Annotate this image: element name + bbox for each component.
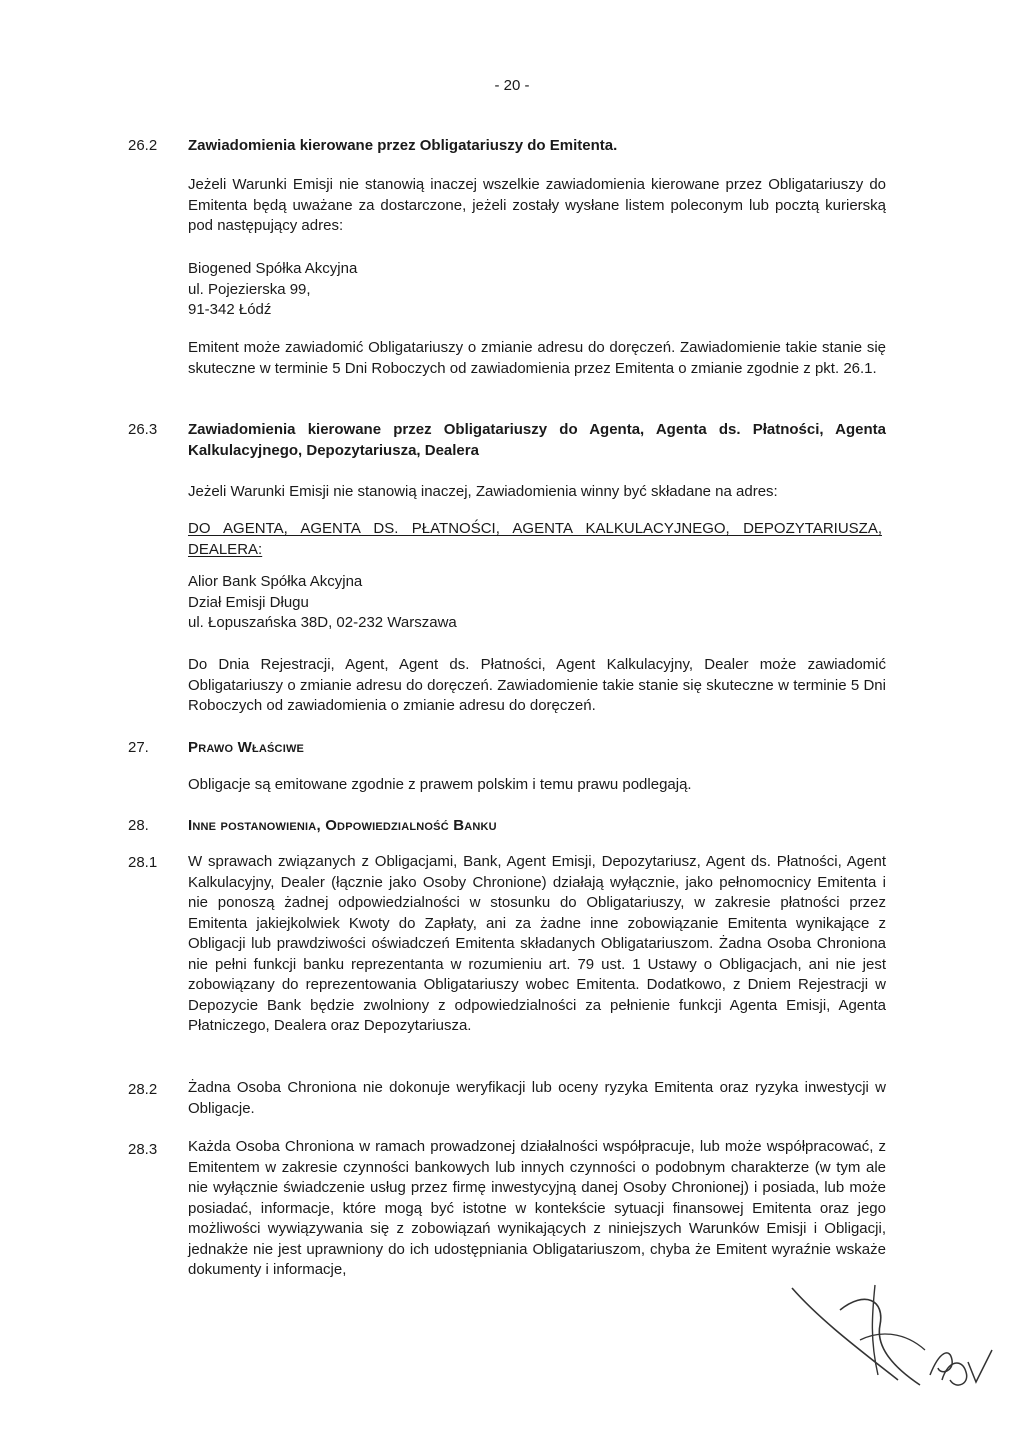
section-26-3-intro: Jeżeli Warunki Emisji nie stanowią inaczej, Zawiadomienia winny być składane na adres: <box>188 483 778 500</box>
page-number: - 20 - <box>494 77 530 94</box>
emitent-address <box>188 259 886 321</box>
section-number-28-1: 28.1 <box>128 854 158 871</box>
section-number-28-3: 28.3 <box>128 1141 158 1158</box>
address-line: Biogened Spółka Akcyjna <box>188 260 358 277</box>
section-number-26-3: 26.3 <box>128 421 158 438</box>
section-28-1-text: W sprawach związanych z Obligacjami, Bank, Agent Emisji, Depozytariusz, Agent ds. Płatności, Agent Kalkulacyjny, Dealer (łącznie jako Osoby Chronione) działają wyłącznie, jako pełnomocnicy Emitenta i nie ponoszą żadnej odpowiedzialności w stosunku do Obligatariuszy, w zakresie płatności przez Emitenta jakiejkolwiek Kwoty do Zapłaty, ani za żadne inne zobowiązanie Emitenta wynikające z Obligacji lub prawdziwości oświadczeń Emitenta składanych Obligatariuszom. Żadna Osoba Chroniona nie pełni funkcji banku reprezentanta w rozumieniu art. 79 ust. 1 Ustawy o Obligacjach, ani nie jest zobowiązany do reprezentowania Obligatariuszy wobec Emitenta. Dodatkowo, z Dniem Rejestracji w Depozycie Bank będzie zwolniony z odpowiedzialności za pełnienie funkcji Agenta Emisji, Agenta Płatniczego, Dealera oraz Depozytariusza. <box>188 853 886 1034</box>
address-line: Alior Bank Spółka Akcyjna <box>188 573 363 590</box>
section-number-27: 27. <box>128 739 149 756</box>
section-number-28-2: 28.2 <box>128 1081 158 1098</box>
recipient-heading: DO AGENTA, AGENTA DS. PŁATNOŚCI, AGENTA KALKULACYJNEGO, DEPOZYTARIUSZA, DEALERA: <box>188 520 882 558</box>
section-27-text: Obligacje są emitowane zgodnie z prawem polskim i temu prawu podlegają. <box>188 776 692 793</box>
section-heading-26-3: Zawiadomienia kierowane przez Obligatariuszy do Agenta, Agenta ds. Płatności, Agenta Kalkulacyjnego, Depozytariusza, Dealera <box>188 421 886 459</box>
section-26-3-note: Do Dnia Rejestracji, Agent, Agent ds. Płatności, Agent Kalkulacyjny, Dealer może zawiadomić Obligatariuszy o zmianie adresu do doręczeń. Zawiadomienie takie stanie się skuteczne w terminie 5 Dni Roboczych od zawiadomienia o zmianie adresu do doręczeń. <box>188 656 886 714</box>
section-heading-27: Prawo Właściwe <box>188 739 305 756</box>
section-26-2-intro: Jeżeli Warunki Emisji nie stanowią inaczej wszelkie zawiadomienia kierowane przez Obligatariuszy do Emitenta będą uważane za dostarczone, jeżeli zostały wysłane listem poleconym lub pocztą kurierską pod następujący adres: <box>188 176 886 234</box>
section-number-28: 28. <box>128 817 149 834</box>
address-line: Dział Emisji Długu <box>188 593 309 611</box>
address-line: 91-342 Łódź <box>188 301 272 318</box>
agent-address <box>188 572 886 634</box>
section-28-2-text: Żadna Osoba Chroniona nie dokonuje weryfikacji lub oceny ryzyka Emitenta oraz ryzyka inwestycji w Obligacje. <box>188 1079 886 1117</box>
signature-initials <box>780 1280 1010 1400</box>
section-26-2-note: Emitent może zawiadomić Obligatariuszy o zmianie adresu do doręczeń. Zawiadomienie takie stanie się skuteczne w terminie 5 Dni Roboczych od zawiadomienia przez Emitenta o zmianie zgodnie z pkt. 26.1. <box>188 339 886 377</box>
address-line: ul. Pojezierska 99, <box>188 280 311 298</box>
address-line: ul. Łopuszańska 38D, 02-232 Warszawa <box>188 614 457 631</box>
section-heading-28: Inne postanowienia, Odpowiedzialność Banku <box>188 817 497 834</box>
section-28-3-text: Każda Osoba Chroniona w ramach prowadzonej działalności współpracuje, lub może współpracować, z Emitentem w zakresie czynności bankowych lub innych czynności o podobnym charakterze (w tym ale nie wyłącznie świadczenie usług przez firmę inwestycyjną danej Osoby Chronionej) i posiada, lub może posiadać, informacje, które mogą być istotne w kontekście sytuacji finansowej Emitenta oraz jego możliwości wywiązywania się z zobowiązań wynikających z niniejszych Warunków Emisji i Obligacji, jednakże nie jest uprawniony do ich udostępniania Obligatariuszom, chyba że Emitent wyraźnie wskaże dokumenty i informacje, <box>188 1138 886 1278</box>
section-heading-26-2: Zawiadomienia kierowane przez Obligatariuszy do Emitenta. <box>188 137 618 154</box>
section-number-26-2: 26.2 <box>128 137 158 154</box>
